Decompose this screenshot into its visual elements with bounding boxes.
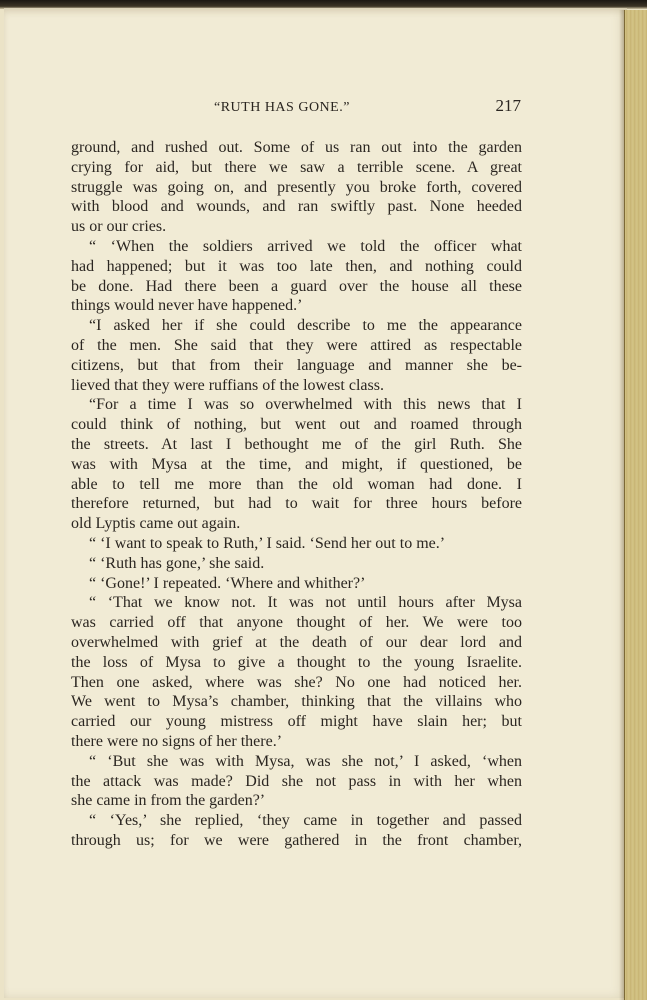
text-line: be done. Had there been a guard over the house all these [71,277,522,295]
text-line: therefore returned, but had to wait for three hours before [71,495,522,513]
text-line: “ ‘Ruth has gone,’ she said. [89,554,265,572]
text-line: through us; for we were gathered in the front chamber, [71,831,522,849]
page-header [4,96,521,120]
text-line: us or our cries. [71,218,167,236]
text-line: old Lyptis came out again. [71,515,241,533]
page-number: 217 [495,96,521,115]
text-line: We went to Mysa’s chamber, thinking that the villains who [71,693,522,711]
text-line: struggle was going on, and presently you broke forth, covered [71,178,522,196]
text-line: could think of nothing, but went out and roamed through [71,416,522,434]
text-line: the loss of Mysa to give a thought to the young Israelite. [71,653,522,671]
text-line: “ ‘But she was with Mysa, was she not,’ I asked, ‘when [89,752,522,770]
text-line: things would never have happened.’ [71,297,303,315]
text-line: lieved that they were ruffians of the lowest class. [71,376,384,394]
text-line: had happened; but it was too late then, and nothing could [71,257,522,275]
text-line: “For a time I was so overwhelmed with this news that I [89,396,522,414]
text-line: ground, and rushed out. Some of us ran out into the garden [71,139,522,156]
text-line: was carried off that anyone thought of her. We were too [71,614,522,632]
text-line: she came in from the garden?’ [71,792,266,810]
text-line: “ ‘That we know not. It was not until hours after Mysa [89,594,522,612]
text-line: “ ‘Gone!’ I repeated. ‘Where and whither?’ [89,574,366,592]
text-line: “I asked her if she could describe to me the appearance [89,317,522,335]
text-line: overwhelmed with grief at the death of our dear lord and [71,633,522,651]
text-line: Then one asked, where was she? No one had noticed her. [71,673,522,691]
text-line: “ ‘I want to speak to Ruth,’ I said. ‘Send her out to me.’ [89,534,446,552]
running-head: “RUTH HAS GONE.” [214,100,350,115]
text-line: able to tell me more than the old woman had done. I [71,475,522,493]
text-line: was with Mysa at the time, and might, if questioned, be [71,455,522,473]
text-line: citizens, but that from their language and manner she be- [71,356,522,374]
text-line: of the men. She said that they were attired as respectable [71,336,522,354]
text-line: “ ‘Yes,’ she replied, ‘they came in together and passed [89,812,522,830]
text-line: there were no signs of her there.’ [71,732,283,750]
book-page-edges [624,10,647,1000]
text-line: the streets. At last I bethought me of the girl Ruth. She [71,435,522,453]
text-line: with blood and wounds, and ran swiftly past. None heeded [71,198,522,216]
text-line: crying for aid, but there we saw a terrible scene. A great [71,158,522,176]
text-line: “ ‘When the soldiers arrived we told the officer what [89,237,522,255]
text-line: the attack was made? Did she not pass in with her when [71,772,522,790]
text-line: carried our young mistress off might have slain her; but [71,713,522,731]
book-page [4,8,627,998]
body-text [71,138,522,851]
